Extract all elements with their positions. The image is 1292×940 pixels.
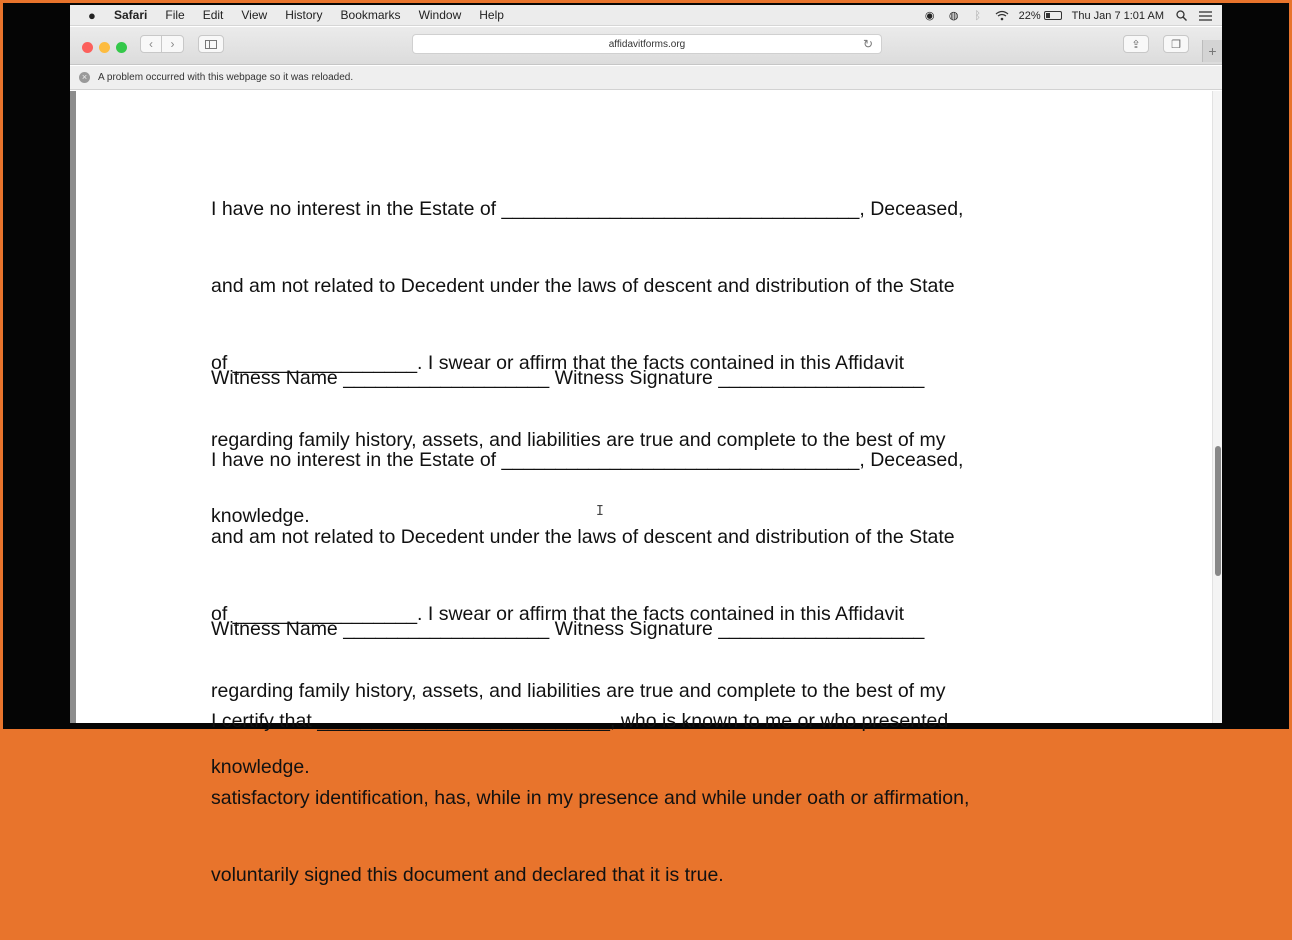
reload-icon[interactable]: ↻: [862, 37, 873, 51]
menu-view[interactable]: View: [241, 8, 268, 22]
record-icon[interactable]: ◉: [924, 10, 935, 22]
menu-window[interactable]: Window: [418, 8, 462, 22]
menu-edit[interactable]: Edit: [202, 8, 224, 22]
menu-help[interactable]: Help: [479, 8, 504, 22]
wifi-icon[interactable]: [995, 9, 1009, 23]
back-button[interactable]: [140, 35, 162, 53]
plus-icon: +: [1208, 43, 1217, 59]
minimize-window-button[interactable]: [99, 42, 110, 53]
battery-icon: [1044, 11, 1062, 20]
certify-paragraph: [211, 658, 1091, 940]
text-line: Witness Name ___________________ Witness Signature ___________________: [211, 618, 925, 641]
text-line: I have no interest in the Estate of _________________________________, Deceased,: [211, 449, 964, 472]
text-line: knowledge.: [211, 505, 310, 528]
share-icon: ⇪: [1131, 38, 1141, 51]
close-notice-icon[interactable]: ×: [79, 72, 90, 83]
browser-toolbar: [70, 27, 1222, 65]
menu-bookmarks[interactable]: Bookmarks: [340, 8, 401, 22]
share-button[interactable]: [1123, 35, 1149, 53]
chevron-left-icon: ‹: [149, 37, 153, 51]
status-area: [923, 5, 1212, 26]
notification-center-icon[interactable]: [1198, 9, 1212, 23]
text-line: Witness Name ___________________ Witness Signature ___________________: [211, 367, 925, 390]
forward-button[interactable]: [162, 35, 184, 53]
zoom-window-button[interactable]: [116, 42, 127, 53]
text-line: satisfactory identification, has, while in my presence and while under oath or affirmation,: [211, 786, 970, 809]
clock[interactable]: Thu Jan 7 1:01 AM: [1071, 9, 1164, 22]
web-page[interactable]: [70, 91, 1222, 886]
url-text: affidavitforms.org: [608, 38, 686, 50]
menu-history[interactable]: History: [285, 8, 323, 22]
text-line: voluntarily signed this document and declared that it is true.: [211, 863, 724, 886]
reload-notice-bar: [70, 66, 1222, 90]
tabs-icon: ❐: [1171, 38, 1181, 51]
chevron-right-icon: ›: [170, 37, 175, 51]
text-cursor-icon: I: [596, 504, 604, 519]
battery-percent: 22%: [1018, 9, 1041, 22]
menu-bar: [70, 5, 1222, 26]
sidebar-toggle-button[interactable]: [198, 35, 224, 53]
page-left-edge: [70, 91, 76, 723]
scrollbar-thumb[interactable]: [1215, 446, 1221, 576]
safari-window: [70, 5, 1222, 886]
bluetooth-icon[interactable]: ᛒ: [974, 9, 981, 22]
text-line: I have no interest in the Estate of _________________________________, Deceased,: [211, 198, 964, 221]
text-line: I certify that ___________________________, who is known to me or who presented: [211, 710, 949, 733]
menu-file[interactable]: File: [165, 8, 185, 22]
battery-indicator[interactable]: [1019, 10, 1062, 22]
text-line: of _________________. I swear or affirm that the facts contained in this Affidavit: [211, 351, 905, 374]
text-line: and am not related to Decedent under the laws of descent and distribution of the State: [211, 274, 955, 297]
sidebar-icon: [205, 40, 217, 49]
text-line: regarding family history, assets, and liabilities are true and complete to the best of my: [211, 428, 946, 451]
text-line: regarding family history, assets, and liabilities are true and complete to the best of my: [211, 679, 946, 702]
close-window-button[interactable]: [82, 42, 93, 53]
notice-text: A problem occurred with this webpage so it was reloaded.: [98, 72, 354, 83]
text-line: knowledge.: [211, 756, 310, 779]
window-controls: [82, 42, 127, 53]
vertical-scrollbar[interactable]: [1212, 91, 1222, 723]
text-line: of _________________. I swear or affirm that the facts contained in this Affidavit: [211, 602, 905, 625]
spotlight-search-icon[interactable]: [1174, 9, 1188, 23]
eye-icon[interactable]: ◍: [948, 10, 959, 22]
address-bar[interactable]: [412, 34, 882, 54]
new-tab-button[interactable]: [1202, 40, 1222, 62]
tabs-overview-button[interactable]: [1163, 35, 1189, 53]
menu-app-name[interactable]: Safari: [114, 8, 148, 22]
text-line: and am not related to Decedent under the laws of descent and distribution of the State: [211, 525, 955, 548]
apple-menu-icon[interactable]: ●: [88, 7, 96, 23]
navigation-buttons: [140, 35, 184, 53]
